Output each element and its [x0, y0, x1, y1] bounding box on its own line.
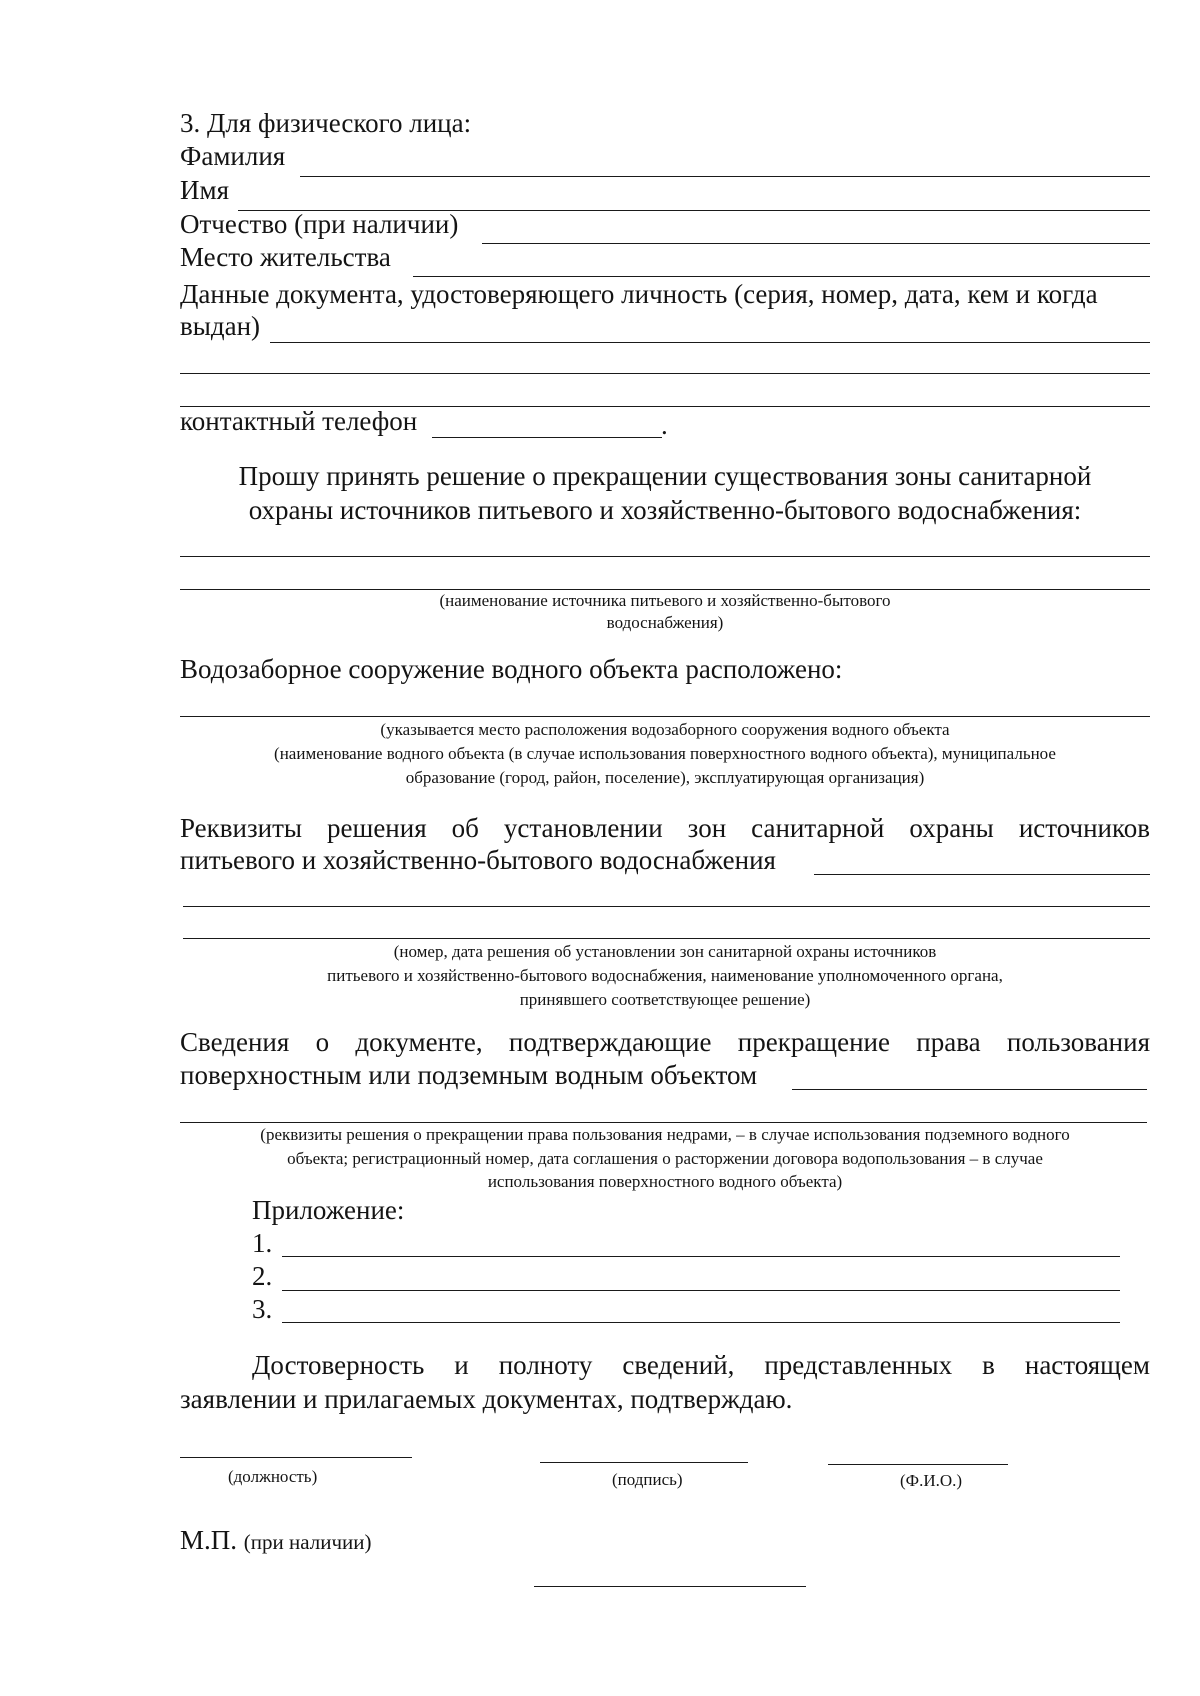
requisites-caption: (номер, дата решения об установлении зон санитарной охраны источников [393, 942, 937, 961]
appendix-item-number: 3. [252, 1294, 273, 1324]
requisites-field-line2[interactable] [183, 906, 1150, 907]
requisites-field-line3[interactable] [183, 938, 1150, 939]
intake-location-caption: (указывается место расположения водозаборного сооружения водного объекта [380, 720, 950, 739]
stamp-mp: М.П. [180, 1525, 238, 1555]
section-heading: 3. Для физического лица: [180, 108, 472, 138]
water-source-field[interactable] [180, 556, 1150, 557]
stamp-label [180, 1527, 371, 1554]
id-document-field[interactable] [270, 342, 1150, 343]
water-source-field-line2[interactable] [180, 589, 1150, 590]
requisites-text: Реквизиты решения об установлении зон санитарной охраны источников [180, 813, 1150, 843]
confirmation-text: Достоверность и полноту сведений, представленных в настоящем [252, 1350, 1150, 1380]
termination-text-cont: поверхностным или подземным водным объектом [180, 1060, 758, 1090]
intake-location-caption-cont: (наименование водного объекта (в случае использования поверхностного водного объекта), муниципальное [274, 744, 1056, 763]
intake-location-title: Водозаборное сооружение водного объекта расположено: [180, 654, 843, 684]
request-text-cont: охраны источников питьевого и хозяйственно-бытового водоснабжения: [248, 495, 1082, 525]
requisites-field[interactable] [814, 874, 1150, 875]
signature-field[interactable] [540, 1462, 748, 1463]
termination-caption: (реквизиты решения о прекращении права пользования недрами, – в случае использования подземного водного [260, 1125, 1070, 1144]
appendix-item-number: 1. [252, 1228, 273, 1258]
appendix-item-field[interactable] [282, 1322, 1120, 1323]
patronymic-label: Отчество (при наличии) [180, 209, 459, 239]
requisites-caption-end: принявшего соответствующее решение) [519, 990, 811, 1009]
requisites-caption-cont: питьевого и хозяйственно-бытового водоснабжения, наименование уполномоченного органа, [327, 966, 1003, 985]
phone-period: . [661, 410, 668, 440]
termination-field-line2[interactable] [180, 1122, 1147, 1123]
requisites-text-cont: питьевого и хозяйственно-бытового водоснабжения [180, 845, 776, 875]
termination-field[interactable] [792, 1089, 1147, 1090]
intake-location-field[interactable] [180, 716, 1150, 717]
phone-label: контактный телефон [180, 406, 418, 436]
fio-field[interactable] [828, 1464, 1008, 1465]
phone-field[interactable] [432, 437, 662, 438]
position-caption: (должность) [228, 1467, 318, 1486]
surname-label: Фамилия [180, 141, 286, 171]
termination-caption-end: использования поверхностного водного объекта) [487, 1172, 843, 1191]
id-document-field-line2[interactable] [180, 373, 1150, 374]
id-document-label: Данные документа, удостоверяющего личность (серия, номер, дата, кем и когда [180, 279, 1098, 309]
fio-caption: (Ф.И.О.) [900, 1471, 963, 1490]
appendix-item-field[interactable] [282, 1290, 1120, 1291]
signature-caption: (подпись) [612, 1470, 683, 1489]
water-source-caption-cont: водоснабжения) [606, 613, 724, 632]
name-label: Имя [180, 175, 230, 205]
confirmation-text-cont: заявлении и прилагаемых документах, подтверждаю. [180, 1384, 793, 1414]
id-document-label-cont: выдан) [180, 311, 261, 341]
intake-location-caption-end: образование (город, район, поселение), эксплуатирующая организация) [405, 768, 925, 787]
stamp-note: (при наличии) [243, 1530, 372, 1554]
appendix-item-number: 2. [252, 1261, 273, 1291]
water-source-caption: (наименование источника питьевого и хозяйственно-бытового [439, 591, 891, 610]
appendix-item-field[interactable] [282, 1256, 1120, 1257]
request-text: Прошу принять решение о прекращении существования зоны санитарной [238, 461, 1092, 491]
termination-caption-cont: объекта; регистрационный номер, дата соглашения о расторжении договора водопользования – в случае [287, 1149, 1043, 1168]
position-field[interactable] [180, 1457, 412, 1458]
bottom-rule [534, 1586, 806, 1587]
residence-field[interactable] [413, 276, 1150, 277]
patronymic-field[interactable] [482, 243, 1150, 244]
termination-text: Сведения о документе, подтверждающие прекращение права пользования [180, 1027, 1150, 1057]
residence-label: Место жительства [180, 242, 391, 272]
appendix-title: Приложение: [252, 1195, 405, 1225]
surname-field[interactable] [300, 176, 1150, 177]
